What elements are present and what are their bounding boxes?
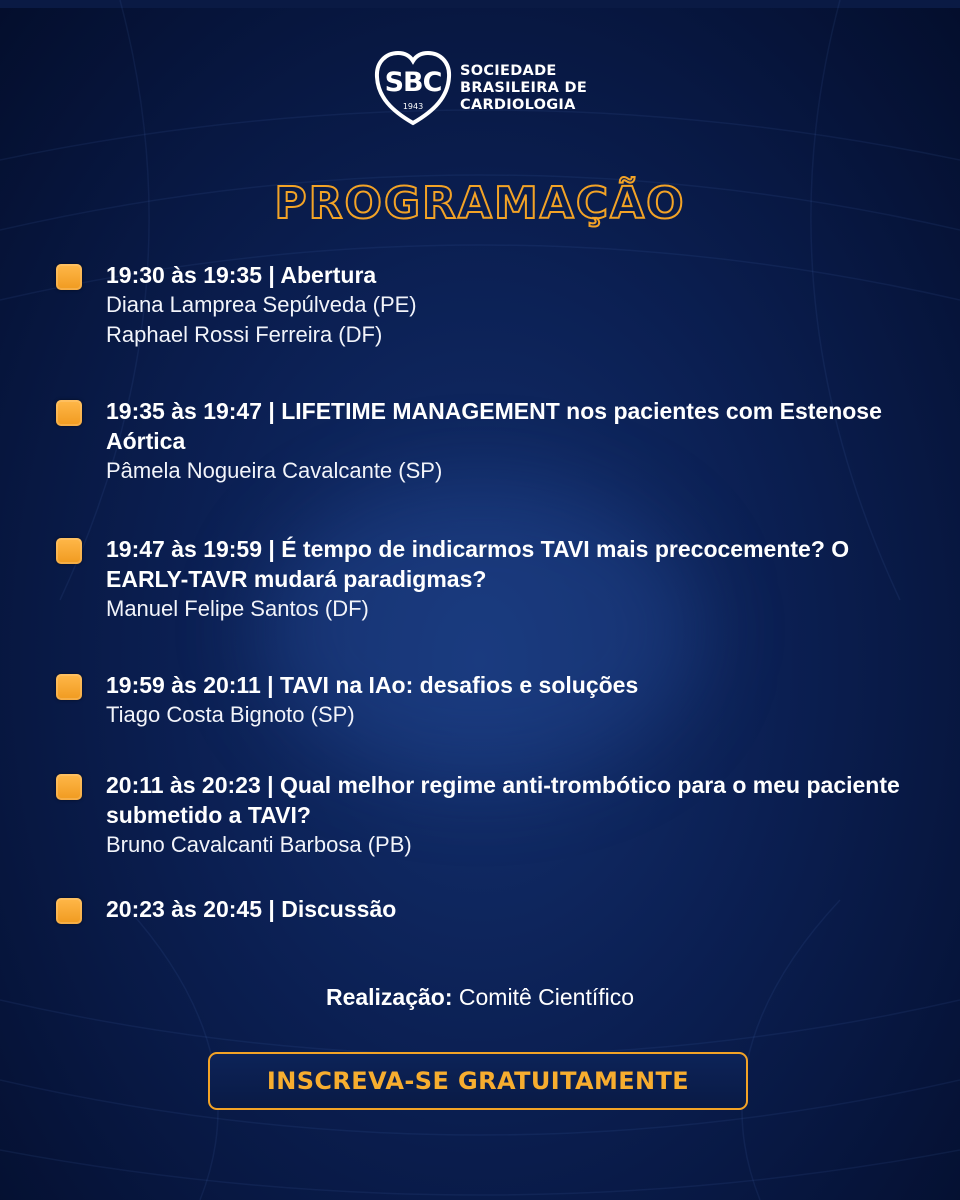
schedule-speaker: Raphael Rossi Ferreira (DF) [106,322,383,347]
sbc-logo [372,46,587,130]
bullet-icon [56,538,82,564]
schedule-item [56,534,916,624]
schedule-heading: 20:23 às 20:45 | Discussão [106,896,397,922]
logo-name-line-1: SOCIEDADE [460,62,557,79]
logo-name-line-3: CARDIOLOGIA [460,96,576,113]
schedule-heading: 20:11 às 20:23 | Qual melhor regime anti-trombótico para o meu paciente submetido a TAVI? [106,772,900,828]
bullet-icon [56,674,82,700]
schedule-heading: 19:30 às 19:35 | Abertura [106,262,377,288]
schedule-heading: 19:35 às 19:47 | LIFETIME MANAGEMENT nos pacientes com Estenose Aórtica [106,398,882,454]
schedule-speaker: Tiago Costa Bignoto (SP) [106,702,355,727]
organizer-line [0,984,960,1011]
logo-abbr: SBC [384,67,442,98]
bullet-icon [56,774,82,800]
bullet-icon [56,898,82,924]
heart-outline-icon [372,47,454,129]
schedule-speaker: Diana Lamprea Sepúlveda (PE) [106,292,417,317]
schedule-speaker: Manuel Felipe Santos (DF) [106,596,369,621]
schedule-item [56,396,916,486]
schedule-heading: 19:47 às 19:59 | É tempo de indicarmos TAVI mais precocemente? O EARLY-TAVR mudará paradigmas? [106,536,850,592]
bullet-icon [56,400,82,426]
schedule-speaker: Pâmela Nogueira Cavalcante (SP) [106,458,443,483]
schedule-item [56,894,916,924]
organizer-value: Comitê Científico [458,984,635,1010]
logo-name-line-2: BRASILEIRA DE [460,79,588,96]
schedule-heading: 19:59 às 20:11 | TAVI na IAo: desafios e soluções [106,672,639,698]
schedule-speaker: Bruno Cavalcanti Barbosa (PB) [106,832,412,857]
register-button[interactable]: INSCREVA-SE GRATUITAMENTE [208,1052,748,1110]
bullet-icon [56,264,82,290]
schedule-item [56,260,916,350]
logo-year: 1943 [402,102,424,111]
schedule-item [56,770,916,860]
organizer-label: Realização: [325,984,453,1010]
schedule-item [56,670,916,730]
page-title: PROGRAMAÇÃO [274,178,686,229]
